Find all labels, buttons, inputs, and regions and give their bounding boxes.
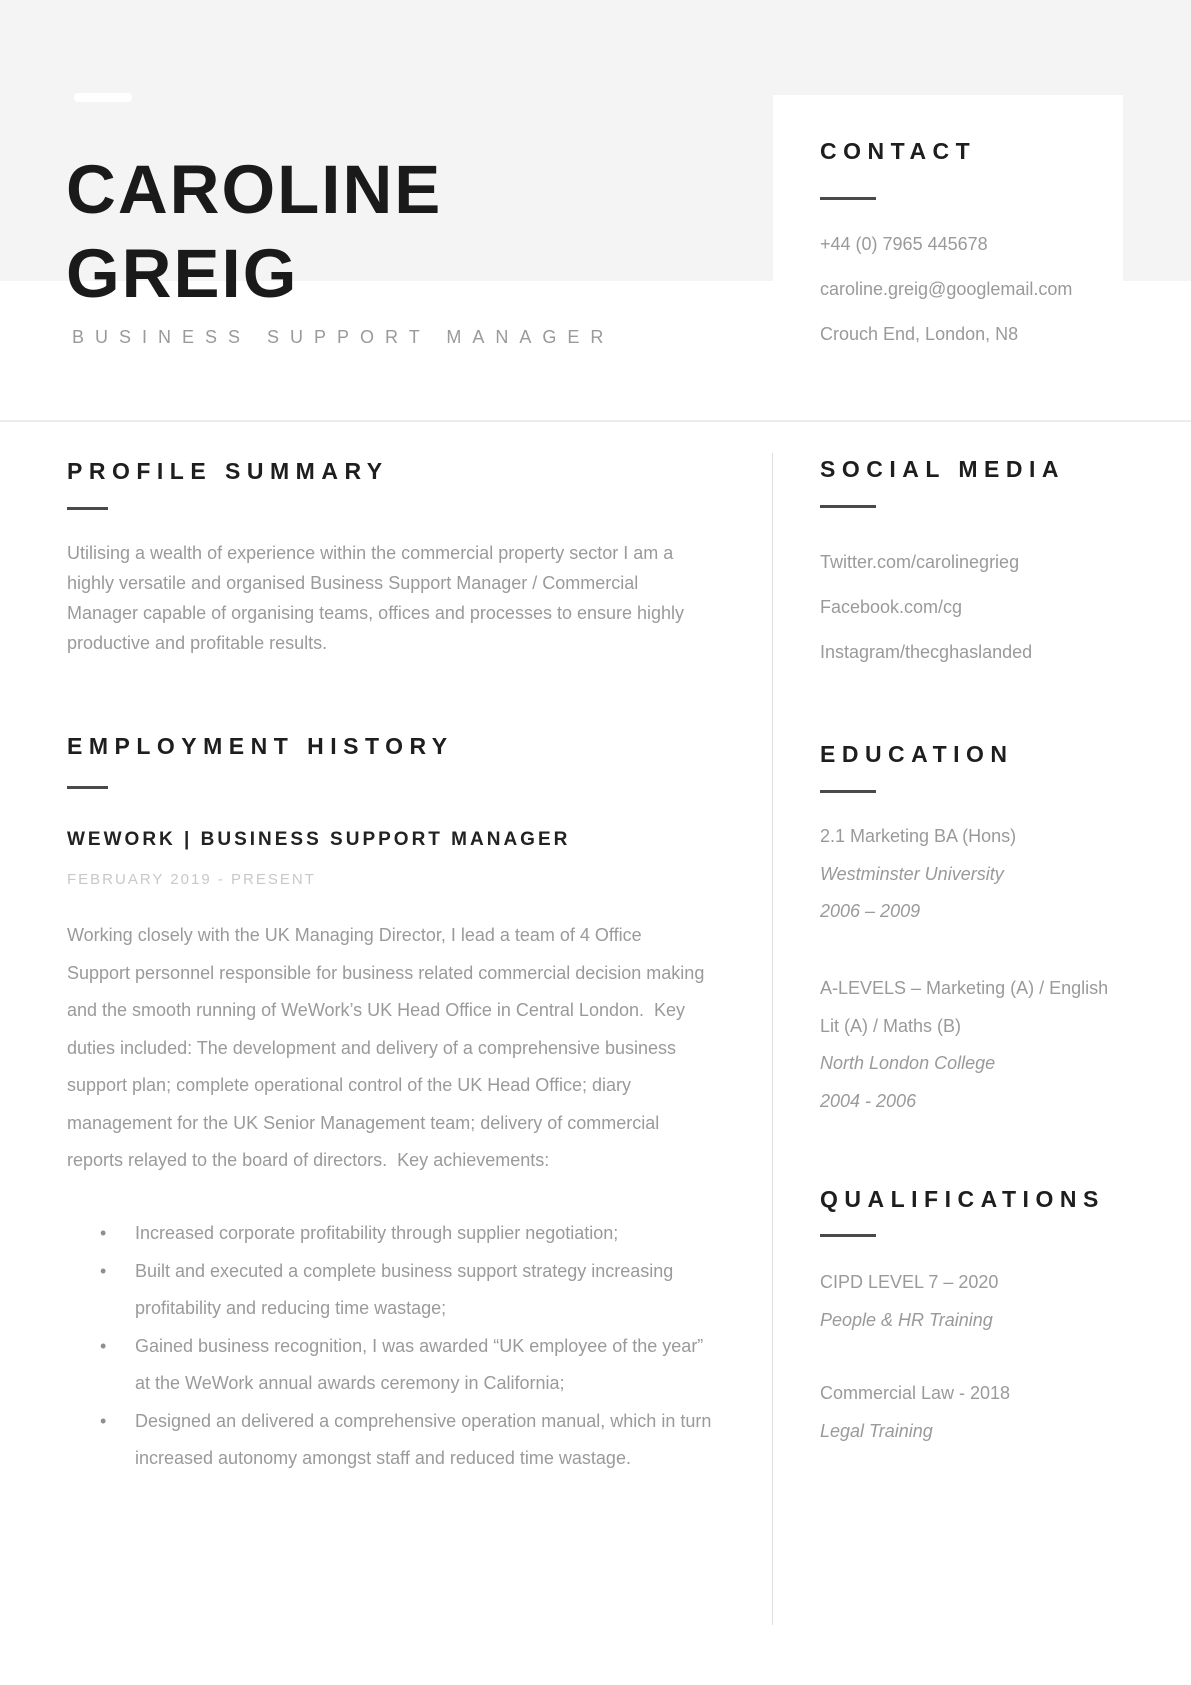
education-years: 2006 – 2009 [820, 901, 921, 921]
employment-history-underline [67, 786, 108, 789]
person-name [66, 148, 442, 316]
person-name-line1: CAROLINE [66, 151, 443, 228]
social-media-underline [820, 505, 876, 508]
contact-email: caroline.greig@googlemail.com [820, 279, 1073, 299]
education-entry [820, 818, 1125, 931]
contact-heading: CONTACT [820, 138, 977, 164]
qualification-title: CIPD LEVEL 7 – 2020 [820, 1272, 999, 1292]
job-period: FEBRUARY 2019 - PRESENT [67, 871, 316, 888]
social-instagram-link: Instagram/thecghaslanded [820, 642, 1033, 662]
education-underline [820, 790, 876, 793]
profile-summary-underline [67, 507, 108, 510]
job-role: WEWORK | BUSINESS SUPPORT MANAGER [67, 829, 571, 850]
education-degree: 2.1 Marketing BA (Hons) [820, 826, 1017, 846]
achievements-list [67, 1215, 712, 1478]
contact-location: Crouch End, London, N8 [820, 324, 1019, 344]
education-degree: A-LEVELS – Marketing (A) / English Lit (A) / Maths (B) [820, 978, 1109, 1036]
achievement-item [67, 1253, 712, 1328]
profile-summary-text: Utilising a wealth of experience within the commercial property sector I am a highly versatile and organised Business Support Manager / Commercial Manager capable of organising teams, offices and processes to ensure highly productive and profitable results. [67, 543, 690, 653]
qualifications-heading: QUALIFICATIONS [820, 1186, 1105, 1212]
contact-phone: +44 (0) 7965 445678 [820, 234, 988, 254]
education-entry [820, 970, 1125, 1120]
decorative-dash [74, 93, 132, 102]
social-facebook-link: Facebook.com/cg [820, 597, 963, 617]
contact-list [820, 222, 1135, 357]
achievement-text: Gained business recognition, I was awarded “UK employee of the year” at the WeWork annual awards ceremony in California; [135, 1335, 704, 1393]
column-divider [772, 453, 773, 1625]
qualification-entry [820, 1264, 1125, 1339]
achievement-text: Designed an delivered a comprehensive operation manual, which in turn increased autonomy amongst staff and reduced time wastage. [135, 1410, 712, 1468]
education-school: North London College [820, 1053, 996, 1073]
qualifications-underline [820, 1234, 876, 1237]
social-media-list [820, 540, 1135, 675]
qualification-focus: Legal Training [820, 1420, 933, 1441]
qualification-entry [820, 1375, 1125, 1450]
achievement-item [67, 1328, 712, 1403]
bullet-icon: • [100, 1260, 107, 1281]
job-description: Working closely with the UK Managing Director, I lead a team of 4 Office Support personnel responsible for business related commercial decision making and the smooth running of WeWork’s UK Head Office in Central London. Key duties included: The development and delivery of a comprehensive business support plan; complete operational control of the UK Head Office; diary management for the UK Senior Management team; delivery of commercial reports relayed to the board of directors. Key achievements: [67, 925, 710, 1170]
profile-summary-heading: PROFILE SUMMARY [67, 458, 389, 484]
bullet-icon: • [100, 1410, 107, 1431]
header-divider-line [0, 420, 1191, 422]
person-job-title: BUSINESS SUPPORT MANAGER [72, 327, 615, 347]
social-twitter-link: Twitter.com/carolinegrieg [820, 552, 1020, 572]
qualification-title: Commercial Law - 2018 [820, 1383, 1011, 1403]
education-school: Westminster University [820, 863, 1004, 884]
person-name-line2: GREIG [66, 235, 299, 312]
employment-history-heading: EMPLOYMENT HISTORY [67, 733, 454, 759]
education-years: 2004 - 2006 [820, 1090, 917, 1111]
achievement-text: Increased corporate profitability through supplier negotiation; [135, 1223, 619, 1243]
achievement-item [67, 1403, 712, 1478]
bullet-icon: • [100, 1335, 107, 1356]
qualification-focus: People & HR Training [820, 1309, 993, 1330]
contact-heading-underline [820, 197, 876, 200]
education-heading: EDUCATION [820, 741, 1014, 767]
achievement-item [67, 1215, 712, 1253]
achievement-text: Built and executed a complete business support strategy increasing profitability and reducing time wastage; [135, 1260, 674, 1318]
social-media-heading: SOCIAL MEDIA [820, 456, 1065, 482]
bullet-icon: • [100, 1223, 107, 1243]
